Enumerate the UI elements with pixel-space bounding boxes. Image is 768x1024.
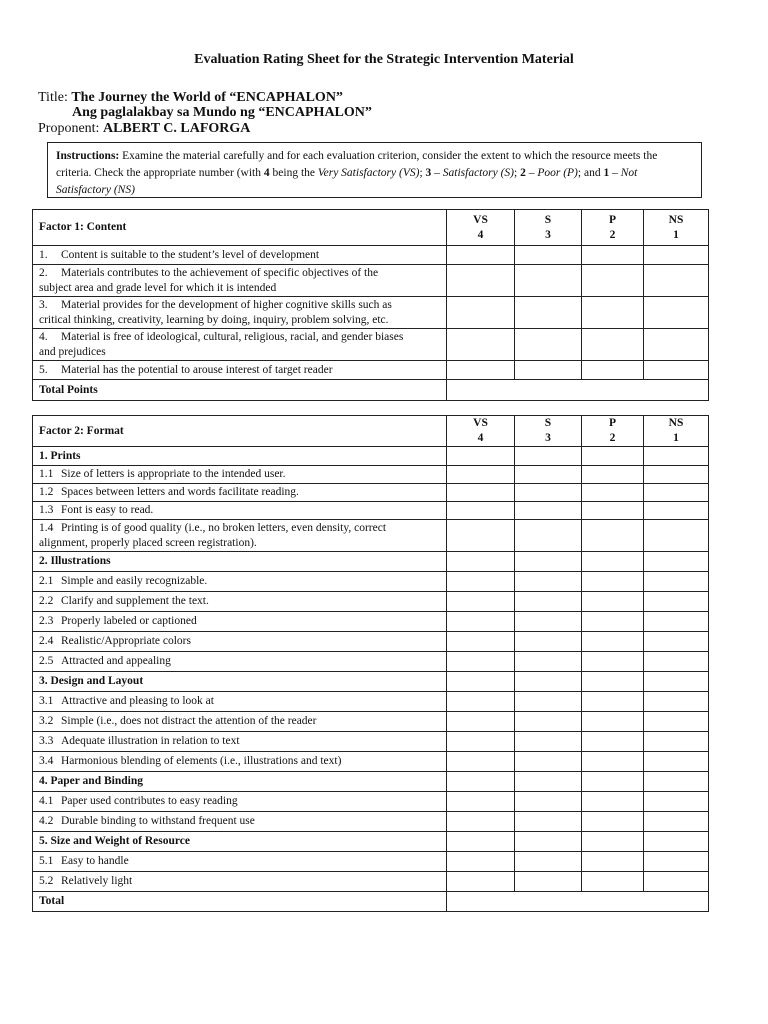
rating-value: 2 (609, 432, 616, 444)
rating-value: 4 (477, 228, 484, 241)
rating-cell-vs[interactable] (447, 265, 515, 297)
rating-cell-vs[interactable] (447, 712, 515, 732)
instructions-dash: – (431, 167, 443, 179)
rating-cell-ns[interactable] (644, 792, 709, 812)
criterion-text (33, 732, 447, 752)
rating-value: 4 (477, 432, 484, 444)
criterion-line: Clarify and supplement the text. (61, 595, 209, 607)
rating-cell-s[interactable] (515, 297, 582, 329)
instructions-text: being the (269, 167, 318, 179)
rating-cell-vs[interactable] (447, 466, 515, 484)
rating-cell-ns[interactable] (644, 732, 709, 752)
rating-cell-p[interactable] (582, 732, 644, 752)
rating-cell-p[interactable] (582, 852, 644, 872)
rating-cell-s[interactable] (515, 265, 582, 297)
sim-title-filipino-line (72, 105, 372, 121)
rating-cell-vs[interactable] (447, 652, 515, 672)
criterion-number: 3.1 (39, 695, 54, 707)
rating-cell-ns[interactable] (644, 329, 709, 361)
rating-cell-s[interactable] (515, 484, 582, 502)
criterion-line: Attractive and pleasing to look at (61, 695, 214, 707)
section-heading: 4. Paper and Binding (33, 772, 447, 792)
rating-abbr: S (544, 417, 552, 429)
rating-header-s (515, 416, 582, 447)
criterion-text (33, 520, 447, 552)
rating-value: 3 (545, 432, 551, 444)
criterion-number: 2.2 (39, 595, 54, 607)
criterion-line: Easy to handle (61, 855, 129, 867)
criterion-number: 1.1 (39, 468, 54, 480)
criterion-text (33, 572, 447, 592)
rating-cell-ns[interactable] (644, 632, 709, 652)
rating-cell-s[interactable] (515, 361, 582, 380)
criterion-number: 4.2 (39, 815, 54, 827)
rating-cell-s (515, 772, 582, 792)
rating-abbr: NS (668, 417, 684, 429)
total-cell[interactable] (447, 892, 709, 912)
rating-cell-ns[interactable] (644, 872, 709, 892)
rating-cell-s[interactable] (515, 246, 582, 265)
section-heading: 5. Size and Weight of Resource (33, 832, 447, 852)
rating-cell-ns[interactable] (644, 692, 709, 712)
scale-3-label: Satisfactory (S) (442, 167, 514, 179)
factor1-table (32, 209, 709, 401)
criterion-line: Simple and easily recognizable. (61, 575, 208, 587)
rating-cell-ns[interactable] (644, 652, 709, 672)
rating-cell-s[interactable] (515, 466, 582, 484)
criterion-number: 3. (39, 298, 48, 311)
rating-header-ns (644, 416, 709, 447)
criterion-number: 4.1 (39, 795, 54, 807)
criterion-line: Relatively light (61, 875, 133, 887)
criterion-row (33, 852, 709, 872)
criterion-number: 3.4 (39, 755, 54, 767)
rating-cell-ns (644, 832, 709, 852)
rating-cell-vs[interactable] (447, 502, 515, 520)
rating-cell-s[interactable] (515, 652, 582, 672)
criterion-text (33, 692, 447, 712)
section-row (33, 772, 709, 792)
criterion-line: Durable binding to withstand frequent use (61, 815, 255, 827)
rating-cell-s[interactable] (515, 812, 582, 832)
criterion-row (33, 466, 709, 484)
criterion-line: Realistic/Appropriate colors (61, 635, 191, 647)
rating-cell-vs[interactable] (447, 612, 515, 632)
rating-cell-vs[interactable] (447, 812, 515, 832)
rating-abbr: VS (473, 213, 488, 226)
criterion-line: Adequate illustration in relation to text (61, 735, 240, 747)
criterion-text (33, 632, 447, 652)
rating-cell-s (515, 672, 582, 692)
scale-2-label: Poor (P) (537, 167, 578, 179)
title-line (38, 90, 343, 106)
rating-cell-p[interactable] (582, 466, 644, 484)
rating-cell-p[interactable] (582, 592, 644, 612)
instructions-text: ; (419, 167, 426, 179)
rating-cell-s[interactable] (515, 632, 582, 652)
rating-cell-s[interactable] (515, 852, 582, 872)
criterion-number: 5. (39, 363, 48, 376)
instructions-text: ; and (577, 167, 604, 179)
rating-value: 3 (545, 228, 551, 241)
criterion-number: 3.3 (39, 735, 54, 747)
criterion-text (33, 812, 447, 832)
rating-cell-vs[interactable] (447, 572, 515, 592)
scale-3: 3 (425, 167, 432, 179)
rating-cell-ns[interactable] (644, 812, 709, 832)
rating-cell-p (582, 552, 644, 572)
factor2-heading: Factor 2: Format (33, 416, 447, 447)
criterion-line: Content is suitable to the student’s level of development (61, 248, 320, 261)
rating-cell-p[interactable] (582, 872, 644, 892)
rating-cell-ns[interactable] (644, 852, 709, 872)
criterion-number: 2.5 (39, 655, 54, 667)
section-row (33, 552, 709, 572)
rating-cell-vs[interactable] (447, 246, 515, 265)
rating-cell-vs (447, 832, 515, 852)
scale-2: 2 (520, 167, 526, 179)
rating-cell-vs (447, 772, 515, 792)
instructions-dash: – (525, 167, 538, 179)
criterion-row (33, 692, 709, 712)
sim-title: The Journey the World of “ENCAPHALON” (71, 90, 343, 105)
rating-cell-ns[interactable] (644, 361, 709, 380)
criterion-line: Simple (i.e., does not distract the attention of the reader (61, 715, 317, 727)
rating-cell-s[interactable] (515, 502, 582, 520)
rating-cell-ns[interactable] (644, 572, 709, 592)
rating-header-ns (644, 210, 709, 246)
factor2-table (32, 415, 709, 912)
rating-cell-p[interactable] (582, 632, 644, 652)
rating-cell-p (582, 772, 644, 792)
instructions-label: Instructions: (56, 150, 120, 162)
criterion-row (33, 812, 709, 832)
rating-cell-s (515, 447, 582, 466)
rating-cell-ns (644, 447, 709, 466)
rating-cell-s[interactable] (515, 792, 582, 812)
rating-cell-ns[interactable] (644, 297, 709, 329)
rating-cell-s[interactable] (515, 520, 582, 552)
section-heading: 2. Illustrations (33, 552, 447, 572)
rating-header-vs (447, 210, 515, 246)
instructions-box (47, 142, 702, 198)
section-heading: 3. Design and Layout (33, 672, 447, 692)
criterion-number: 1.3 (39, 504, 54, 516)
rating-cell-p[interactable] (582, 572, 644, 592)
total-points-row (33, 380, 709, 401)
rating-cell-ns[interactable] (644, 752, 709, 772)
criterion-text (33, 872, 447, 892)
criterion-number: 2. (39, 266, 48, 279)
criterion-row (33, 612, 709, 632)
criterion-line: Printing is of good quality (i.e., no broken letters, even density, correct (61, 521, 387, 534)
factor1-header-row (33, 210, 709, 246)
criterion-row (33, 712, 709, 732)
criterion-line: Size of letters is appropriate to the intended user. (61, 468, 286, 480)
rating-cell-vs[interactable] (447, 520, 515, 552)
rating-cell-vs[interactable] (447, 361, 515, 380)
criterion-text (33, 652, 447, 672)
rating-cell-p[interactable] (582, 712, 644, 732)
rating-cell-ns[interactable] (644, 612, 709, 632)
criterion-number: 1. (39, 248, 48, 261)
rating-cell-vs (447, 552, 515, 572)
rating-cell-s[interactable] (515, 592, 582, 612)
criterion-text (33, 852, 447, 872)
rating-cell-p[interactable] (582, 329, 644, 361)
criterion-text (33, 792, 447, 812)
section-heading: 1. Prints (33, 447, 447, 466)
criterion-line: subject area and grade level for which it is intended (39, 281, 277, 294)
criterion-row (33, 297, 709, 329)
criterion-row (33, 632, 709, 652)
rating-value: 1 (673, 228, 679, 241)
total-label: Total (33, 892, 447, 912)
rating-cell-vs[interactable] (447, 752, 515, 772)
scale-1-label: Not Satisfactory (NS) (56, 167, 638, 196)
rating-cell-s[interactable] (515, 572, 582, 592)
scale-1: 1 (603, 167, 610, 179)
criterion-row (33, 652, 709, 672)
criterion-row (33, 872, 709, 892)
criterion-row (33, 732, 709, 752)
rating-cell-ns[interactable] (644, 246, 709, 265)
rating-cell-vs[interactable] (447, 732, 515, 752)
criterion-row (33, 265, 709, 297)
total-points-cell[interactable] (447, 380, 709, 401)
section-row (33, 832, 709, 852)
rating-cell-vs (447, 447, 515, 466)
rating-cell-ns[interactable] (644, 520, 709, 552)
rating-cell-vs[interactable] (447, 692, 515, 712)
criterion-number: 5.1 (39, 855, 54, 867)
rating-cell-p[interactable] (582, 246, 644, 265)
criterion-row (33, 246, 709, 265)
rating-cell-vs (447, 672, 515, 692)
criterion-text (33, 752, 447, 772)
criterion-line: Spaces between letters and words facilitate reading. (61, 486, 299, 498)
rating-cell-p[interactable] (582, 502, 644, 520)
criterion-text (33, 712, 447, 732)
criterion-text (33, 297, 447, 329)
rating-cell-vs[interactable] (447, 329, 515, 361)
criterion-row (33, 752, 709, 772)
rating-cell-s[interactable] (515, 329, 582, 361)
criterion-row (33, 792, 709, 812)
criterion-row (33, 361, 709, 380)
proponent-line (38, 121, 250, 137)
criterion-text (33, 361, 447, 380)
rating-cell-ns (644, 672, 709, 692)
total-points-label: Total Points (33, 380, 447, 401)
proponent-name: ALBERT C. LAFORGA (102, 121, 251, 136)
rating-cell-ns[interactable] (644, 466, 709, 484)
criterion-text (33, 612, 447, 632)
criterion-text (33, 592, 447, 612)
total-row (33, 892, 709, 912)
proponent-label: Proponent: (38, 121, 100, 136)
rating-cell-s[interactable] (515, 872, 582, 892)
criterion-row (33, 520, 709, 552)
criterion-line: Material provides for the development of higher cognitive skills such as (61, 298, 392, 311)
criterion-line: Properly labeled or captioned (61, 615, 197, 627)
rating-value: 2 (609, 228, 616, 241)
rating-abbr: P (608, 417, 617, 429)
rating-cell-p (582, 672, 644, 692)
rating-cell-ns[interactable] (644, 484, 709, 502)
rating-cell-p[interactable] (582, 612, 644, 632)
criterion-number: 2.3 (39, 615, 54, 627)
criterion-line: and prejudices (39, 345, 106, 358)
criterion-text (33, 466, 447, 484)
rating-cell-p[interactable] (582, 520, 644, 552)
criterion-number: 1.2 (39, 486, 54, 498)
criterion-text (33, 329, 447, 361)
rating-cell-s[interactable] (515, 752, 582, 772)
rating-header-p (582, 416, 644, 447)
criterion-line: critical thinking, creativity, learning by doing, inquiry, problem solving, etc. (39, 313, 389, 326)
criterion-row (33, 484, 709, 502)
rating-cell-s[interactable] (515, 692, 582, 712)
rating-cell-vs[interactable] (447, 872, 515, 892)
rating-cell-p[interactable] (582, 265, 644, 297)
instructions-text: ; (514, 167, 521, 179)
rating-cell-p (582, 832, 644, 852)
rating-abbr: NS (668, 213, 684, 226)
criterion-number: 3.2 (39, 715, 54, 727)
criterion-text (33, 484, 447, 502)
criterion-line: alignment, properly placed screen registration). (39, 536, 257, 549)
scale-4: 4 (263, 167, 270, 179)
rating-cell-vs[interactable] (447, 592, 515, 612)
rating-cell-s (515, 552, 582, 572)
criterion-line: Material has the potential to arouse interest of target reader (61, 363, 333, 376)
rating-cell-s[interactable] (515, 612, 582, 632)
rating-header-p (582, 210, 644, 246)
rating-cell-p[interactable] (582, 752, 644, 772)
rating-cell-ns[interactable] (644, 592, 709, 612)
instructions-dash: – (609, 167, 621, 179)
rating-abbr: S (544, 213, 552, 226)
criterion-number: 5.2 (39, 875, 54, 887)
rating-cell-vs[interactable] (447, 297, 515, 329)
factor2-header-row (33, 416, 709, 447)
criterion-line: Font is easy to read. (61, 504, 154, 516)
rating-abbr: VS (473, 417, 488, 429)
criterion-number: 1.4 (39, 521, 54, 534)
rating-cell-p[interactable] (582, 812, 644, 832)
rating-cell-vs[interactable] (447, 852, 515, 872)
rating-cell-p[interactable] (582, 297, 644, 329)
criterion-line: Materials contributes to the achievement of specific objectives of the (61, 266, 379, 279)
rating-header-vs (447, 416, 515, 447)
rating-cell-s[interactable] (515, 732, 582, 752)
rating-cell-p[interactable] (582, 361, 644, 380)
criterion-number: 2.4 (39, 635, 54, 647)
rating-cell-ns[interactable] (644, 265, 709, 297)
rating-cell-vs[interactable] (447, 792, 515, 812)
scale-4-label: Very Satisfactory (VS) (317, 167, 420, 179)
sim-title-filipino: Ang paglalakbay sa Mundo ng “ENCAPHALON” (72, 105, 372, 120)
criterion-row (33, 329, 709, 361)
criterion-row (33, 502, 709, 520)
rating-value: 1 (673, 432, 679, 444)
criterion-number: 2.1 (39, 575, 54, 587)
criterion-line: Harmonious blending of elements (i.e., illustrations and text) (61, 755, 342, 767)
criterion-line: Paper used contributes to easy reading (61, 795, 238, 807)
criterion-number: 4. (39, 330, 48, 343)
instructions-text: Examine the material carefully and for each evaluation criterion, consider the extent to which the resource meets the criteria. Check the appropriate number (with (56, 150, 658, 179)
criterion-row (33, 592, 709, 612)
rating-cell-ns (644, 552, 709, 572)
rating-cell-s (515, 832, 582, 852)
section-row (33, 672, 709, 692)
rating-cell-vs[interactable] (447, 632, 515, 652)
rating-cell-ns (644, 772, 709, 792)
criterion-line: Attracted and appealing (61, 655, 171, 667)
document-title: Evaluation Rating Sheet for the Strategic Intervention Material (194, 52, 574, 67)
criterion-text (33, 246, 447, 265)
rating-header-s (515, 210, 582, 246)
rating-cell-vs[interactable] (447, 484, 515, 502)
criterion-line: Material is free of ideological, cultural, religious, racial, and gender biases (61, 330, 404, 343)
rating-cell-p (582, 447, 644, 466)
rating-cell-ns[interactable] (644, 502, 709, 520)
criterion-row (33, 572, 709, 592)
factor1-heading: Factor 1: Content (33, 210, 447, 246)
section-row (33, 447, 709, 466)
rating-abbr: P (608, 213, 617, 226)
rating-cell-s[interactable] (515, 712, 582, 732)
rating-cell-p[interactable] (582, 692, 644, 712)
rating-cell-p[interactable] (582, 484, 644, 502)
title-label: Title: (38, 90, 68, 105)
rating-cell-p[interactable] (582, 792, 644, 812)
criterion-text (33, 265, 447, 297)
criterion-text (33, 502, 447, 520)
rating-cell-p[interactable] (582, 652, 644, 672)
rating-cell-ns[interactable] (644, 712, 709, 732)
